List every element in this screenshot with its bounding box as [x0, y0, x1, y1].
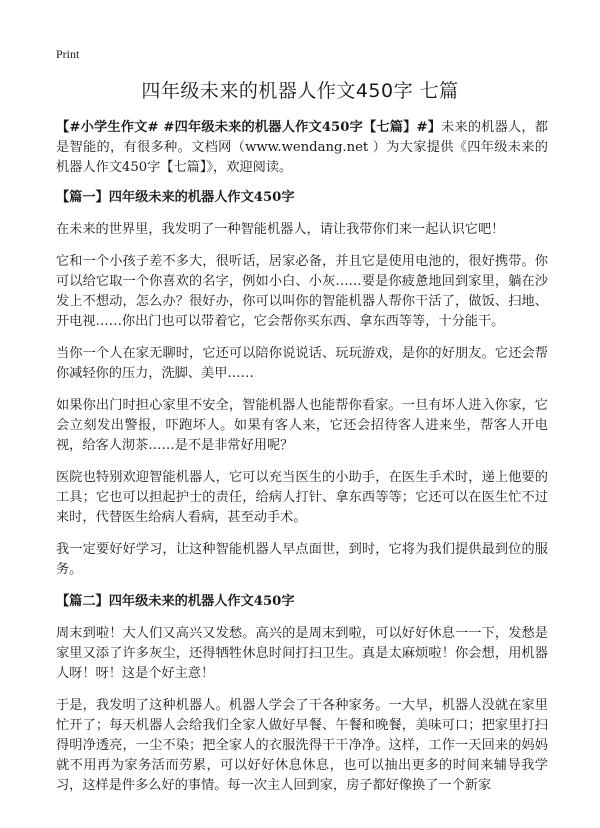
paragraph: 在未来的世界里，我发明了一种智能机器人，请让我带你们来一起认识它吧！ — [56, 222, 505, 237]
paragraph: 如果你出门时担心家里不安全，智能机器人也能帮你看家。一旦有坏人进入你家，它会立刻发出警报，吓跑坏人。如果有客人来，它还会招待客人进来坐，帮客人开电视，给客人沏茶……是不是非常好用呢？ — [56, 398, 548, 453]
print-link[interactable]: Print — [56, 47, 80, 61]
intro-paragraph — [56, 118, 548, 178]
intro-tag: 【#小学生作文# #四年级未来的机器人作文450字【七篇】#】 — [56, 120, 442, 135]
paragraph: 于是，我发明了这种机器人。机器人学会了干各种家务。一大早，机器人没就在家里忙开了；每天机器人会给我们全家人做好早餐、午餐和晚餐，美味可口；把家里打扫得明净透亮，一尘不染；把全家人的衣服洗得干干净净。这样，工作一天回来的妈妈就不用再为家务活而劳累，可以好好休息休息，也可以抽出更多的时间来辅导我学习，这样是件多么好的事情。每一次主人回到家，房子都好像换了一个新家 — [56, 698, 548, 793]
page-title: 四年级未来的机器人作文450字 七篇 — [141, 80, 459, 102]
section-heading-2: 【篇二】四年级未来的机器人作文450字 — [56, 594, 295, 609]
paragraph: 周末到啦！大人们又高兴又发愁。高兴的是周末到啦，可以好好休息一一下，发愁是家里又添了许多灰尘，还得牺牲休息时间打扫卫生。真是太麻烦啦！你会想，用机器人呀！呀！这是个好主意！ — [56, 626, 548, 681]
paragraph: 医院也特别欢迎智能机器人，它可以充当医生的小助手，在医生手术时，递上他要的工具；它也可以担起护士的责任，给病人打针、拿东西等等；它还可以在医生忙不过来时，代替医生给病人看病，甚至动手术。 — [56, 470, 548, 525]
paragraph: 当你一个人在家无聊时，它还可以陪你说说话、玩玩游戏，是你的好朋友。它还会帮你减轻你的压力，洗脚、美甲…… — [56, 346, 548, 381]
intro-text: 未来的机器人，都是智能的，有很多种。文档网（www.wendang.net ）为大家提供《四年级未来的机器人作文450字【七篇】》，欢迎阅读。 — [56, 120, 548, 175]
paragraph: 它和一个小孩子差不多大，很听话，居家必备，并且它是使用电池的，很好携带。你可以给它取一个你喜欢的名字，例如小白、小灰……要是你疲惫地回到家里，躺在沙发上不想动，怎么办？很好办，你可以叫你的智能机器人帮你干活了，做饭、扫地、开电视……你出门也可以带着它，它会帮你买东西、拿东西等等，十分能干。 — [56, 254, 548, 329]
article-body — [56, 118, 548, 808]
paragraph: 我一定要好好学习，让这种智能机器人早点面世，到时，它将为我们提供最到位的服务。 — [56, 542, 548, 577]
section-heading-1: 【篇一】四年级未来的机器人作文450字 — [56, 190, 295, 205]
